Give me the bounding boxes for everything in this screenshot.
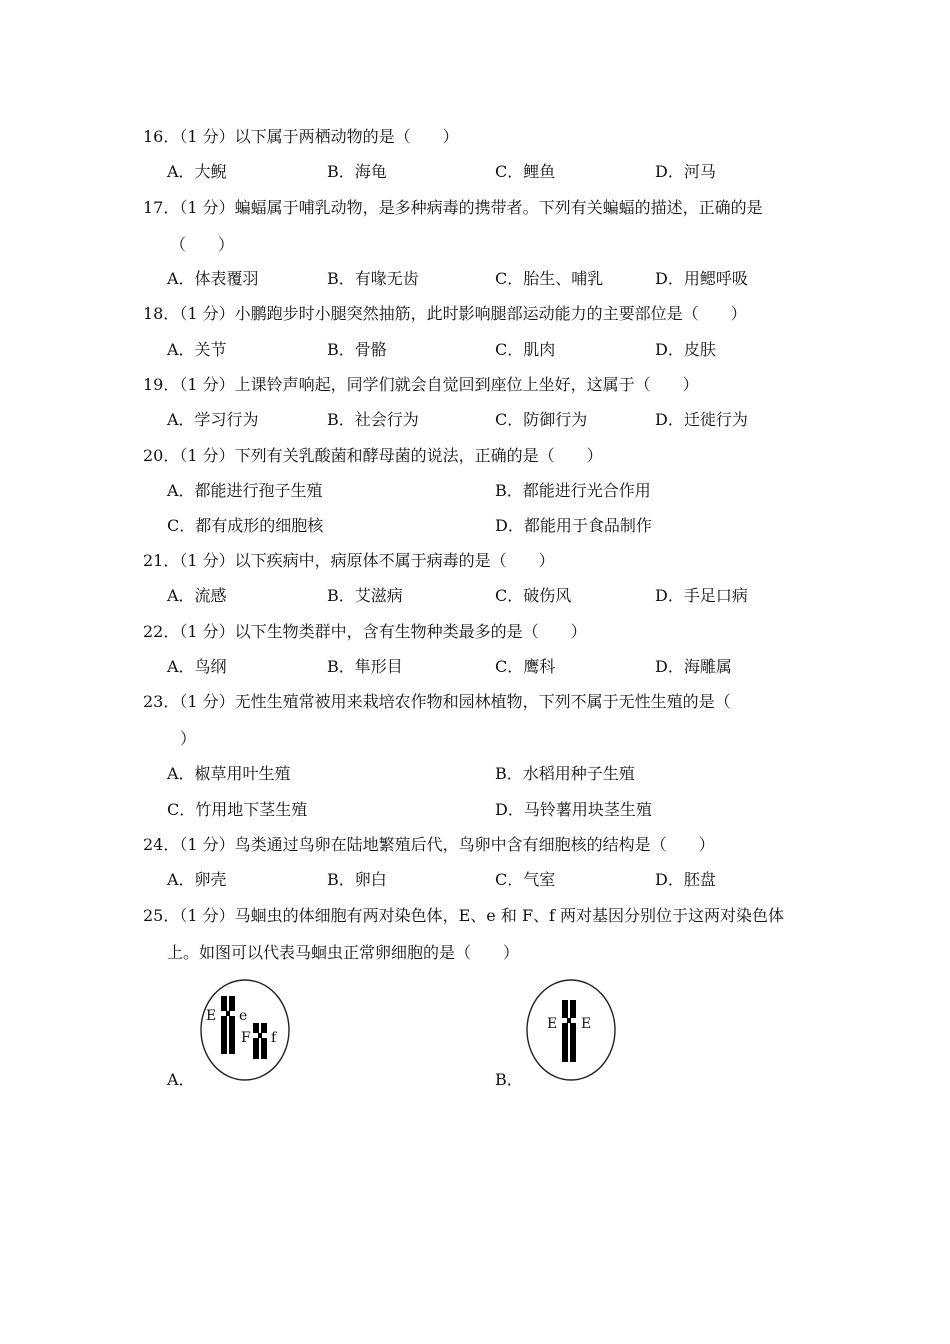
q21-option-b: B．艾滋病 <box>327 586 403 605</box>
q20-option-a: A．都能进行孢子生殖 <box>167 481 323 500</box>
chromosome-a4 <box>261 1023 267 1059</box>
q24-option-c: C．气室 <box>495 870 556 889</box>
question-16-stem: 16．（1 分）以下属于两栖动物的是（ ） <box>143 127 459 146</box>
q23-option-a: A．椒草用叶生殖 <box>167 764 291 783</box>
gene-label-E-right: E <box>581 1016 592 1032</box>
q18-option-d: D．皮肤 <box>655 340 716 359</box>
q22-option-b: B．隼形目 <box>327 657 403 676</box>
question-23-stem-cont: ） <box>180 729 197 748</box>
q20-option-b: B．都能进行光合作用 <box>495 481 651 500</box>
chromosome-b1 <box>562 1000 568 1062</box>
q22-option-d: D．海雕属 <box>655 657 732 676</box>
gene-label-e: e <box>239 1008 248 1024</box>
q24-option-b: B．卵白 <box>327 870 387 889</box>
question-19-stem: 19．（1 分）上课铃声响起，同学们就会自觉回到座位上坐好，这属于（ ） <box>143 375 699 394</box>
question-23-stem: 23．（1 分）无性生殖常被用来栽培农作物和园林植物，下列不属于无性生殖的是（ <box>143 692 731 711</box>
q16-option-b: B．海龟 <box>327 162 387 181</box>
gene-label-E-left: E <box>547 1016 558 1032</box>
question-22-stem: 22．（1 分）以下生物类群中，含有生物种类最多的是（ ） <box>143 622 587 641</box>
q20-option-c: C．都有成形的细胞核 <box>167 516 324 535</box>
q23-option-c: C．竹用地下茎生殖 <box>167 800 308 819</box>
q24-option-d: D．胚盘 <box>655 870 716 889</box>
q18-option-a: A．关节 <box>167 340 227 359</box>
q25-option-a-label: A． <box>167 1070 195 1089</box>
question-17-stem: 17．（1 分）蝙蝠属于哺乳动物，是多种病毒的携带者。下列有关蝙蝠的描述，正确的是 <box>143 198 763 217</box>
gene-label-E: E <box>206 1008 217 1024</box>
q19-option-a: A．学习行为 <box>167 410 259 429</box>
question-25-stem: 25．（1 分）马蛔虫的体细胞有两对染色体，E、e 和 F、f 两对基因分别位于这两对染色体 <box>143 906 785 925</box>
q21-option-d: D．手足口病 <box>655 586 748 605</box>
q20-option-d: D．都能用于食品制作 <box>495 516 652 535</box>
q21-option-a: A．流感 <box>167 586 227 605</box>
question-21-stem: 21．（1 分）以下疾病中，病原体不属于病毒的是（ ） <box>143 551 555 570</box>
q19-option-b: B．社会行为 <box>327 410 419 429</box>
chromosome-a1 <box>221 996 227 1054</box>
q22-option-c: C．鹰科 <box>495 657 556 676</box>
question-25-stem-cont: 上。如图可以代表马蛔虫正常卵细胞的是（ ） <box>167 943 520 962</box>
q22-option-a: A．鸟纲 <box>167 657 227 676</box>
q17-option-c: C．胎生、哺乳 <box>495 269 604 288</box>
question-17-stem-cont: （ ） <box>170 235 235 254</box>
q16-option-a: A．大鲵 <box>167 162 227 181</box>
q24-option-a: A．卵壳 <box>167 870 227 889</box>
q16-option-d: D．河马 <box>655 162 716 181</box>
chromosome-b2 <box>570 1000 576 1062</box>
question-18-stem: 18．（1 分）小鹏跑步时小腿突然抽筋，此时影响腿部运动能力的主要部位是（ ） <box>143 304 747 323</box>
q23-option-b: B．水稻用种子生殖 <box>495 764 635 783</box>
gene-label-F: F <box>241 1030 251 1046</box>
q17-option-d: D．用鳃呼吸 <box>655 269 748 288</box>
q17-option-a: A．体表覆羽 <box>167 269 259 288</box>
q18-option-c: C．肌肉 <box>495 340 556 359</box>
q21-option-c: C．破伤风 <box>495 586 572 605</box>
gene-label-f: f <box>271 1030 277 1046</box>
chromosome-a3 <box>253 1023 259 1059</box>
q25-figure-b <box>523 978 619 1084</box>
q25-option-b-label: B． <box>495 1070 523 1089</box>
chromosome-a2 <box>229 996 235 1054</box>
q23-option-d: D．马铃薯用块茎生殖 <box>495 800 652 819</box>
q19-option-d: D．迁徙行为 <box>655 410 748 429</box>
q19-option-c: C．防御行为 <box>495 410 588 429</box>
question-24-stem: 24．（1 分）鸟类通过鸟卵在陆地繁殖后代，鸟卵中含有细胞核的结构是（ ） <box>143 835 715 854</box>
q17-option-b: B．有喙无齿 <box>327 269 419 288</box>
question-20-stem: 20．（1 分）下列有关乳酸菌和酵母菌的说法，正确的是（ ） <box>143 446 603 465</box>
q25-figure-a <box>197 978 293 1084</box>
q18-option-b: B．骨骼 <box>327 340 387 359</box>
q16-option-c: C．鲤鱼 <box>495 162 556 181</box>
